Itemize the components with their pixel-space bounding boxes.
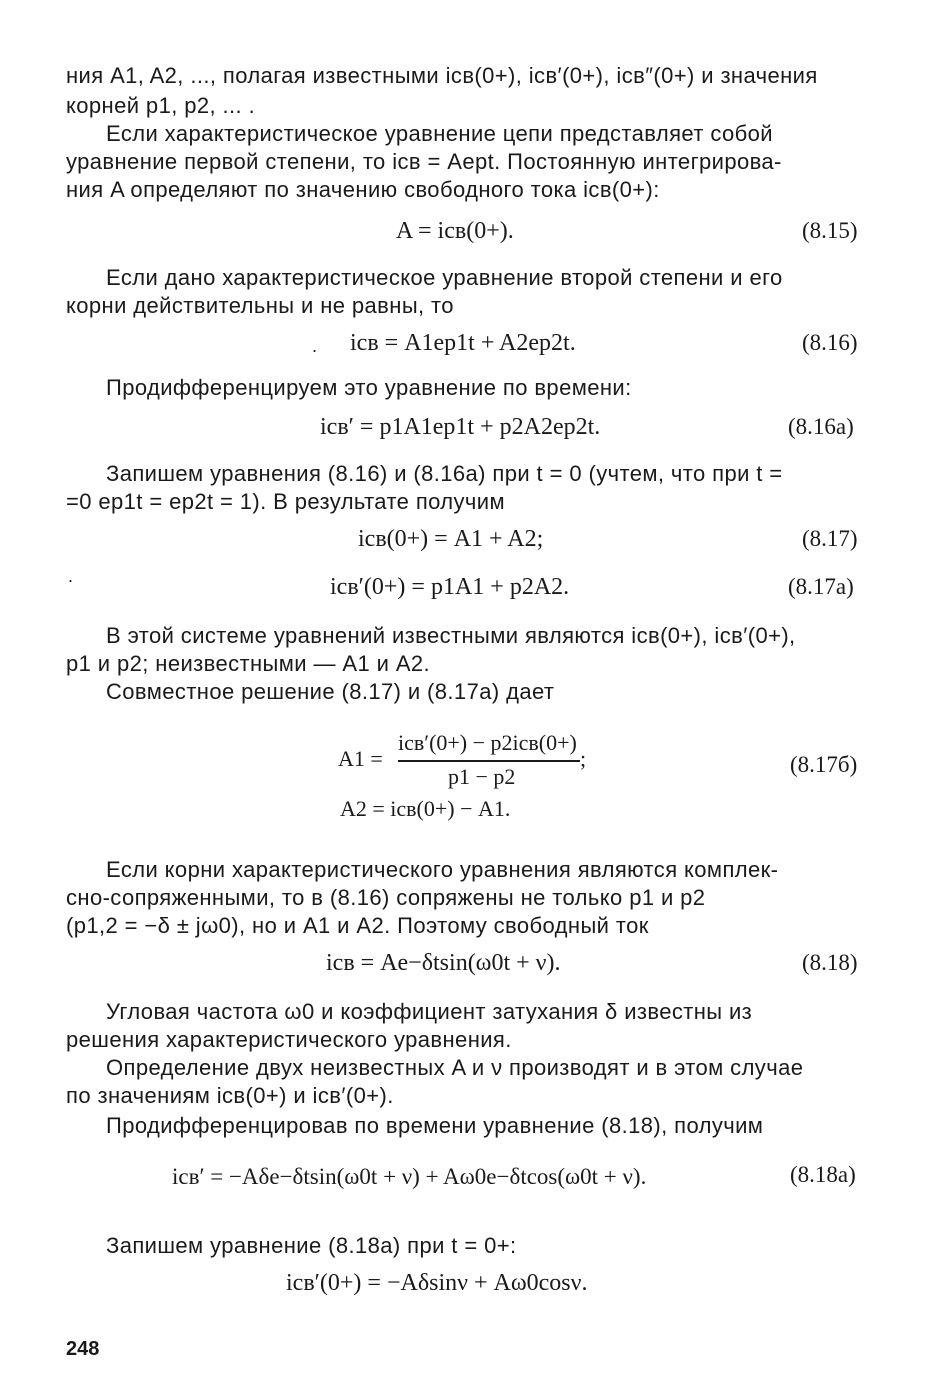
paragraph-line: Если дано характеристическое уравнение второй степени и его (106, 265, 783, 290)
paragraph-line: Если корни характеристического уравнения являются комплек- (106, 857, 779, 882)
paragraph-line: ния A определяют по значению свободного тока iсв(0+): (66, 177, 660, 202)
stray-mark: . (68, 566, 74, 586)
paragraph-line: уравнение первой степени, то iсв = Aept. Постоянную интегрирова- (66, 149, 782, 174)
equation-8-18a: iсв′ = −Aδe−δtsin(ω0t + ν) + Aω0e−δtcos(ω0t + ν). (172, 1164, 647, 1189)
equation-number: (8.17а) (788, 574, 854, 599)
paragraph-line: Запишем уравнения (8.16) и (8.16а) при t = 0 (учтем, что при t = (106, 461, 783, 486)
equation-8-17b-second: A2 = iсв(0+) − A1. (340, 796, 511, 821)
equation-8-16a: iсв′ = p1A1ep1t + p2A2ep2t. (320, 414, 601, 440)
paragraph-line: корней p1, p2, ... . (66, 93, 256, 118)
paragraph-line: Определение двух неизвестных A и ν производят и в этом случае (106, 1055, 804, 1080)
paragraph-line: (p1,2 = −δ ± jω0), но и A1 и A2. Поэтому свободный ток (66, 913, 649, 938)
equation-number: (8.16) (802, 330, 858, 355)
equation-number: (8.18а) (790, 1162, 856, 1187)
equation-number: (8.18) (802, 950, 858, 975)
paragraph-line: Продифференцируем это уравнение по времени: (106, 375, 632, 400)
paragraph-line: =0 ep1t = ep2t = 1). В результате получим (66, 489, 506, 514)
paragraph-line: В этой системе уравнений известными являются iсв(0+), iсв′(0+), (106, 623, 796, 648)
equation-8-17a: iсв′(0+) = p1A1 + p2A2. (330, 574, 570, 600)
equation-8-17b-semicolon: ; (580, 746, 587, 771)
paragraph-line: решения характеристического уравнения. (66, 1027, 512, 1052)
stray-mark: . (312, 336, 318, 356)
page-number: 248 (66, 1338, 100, 1360)
fraction-bar (398, 760, 580, 762)
equation-8-17b-denominator: p1 − p2 (448, 764, 516, 789)
paragraph-line: сно-сопряженными, то в (8.16) сопряжены не только p1 и p2 (66, 885, 706, 910)
paragraph-line: Продифференцировав по времени уравнение (8.18), получим (106, 1113, 764, 1138)
equation-number: (8.15) (802, 218, 858, 243)
equation-8-17: iсв(0+) = A1 + A2; (358, 526, 544, 552)
equation-8-18a-initial: iсв′(0+) = −Aδsinν + Aω0cosν. (286, 1270, 588, 1296)
equation-8-16: iсв = A1ep1t + A2ep2t. (350, 330, 576, 356)
paragraph-line: p1 и p2; неизвестными — A1 и A2. (66, 651, 431, 676)
equation-8-18: iсв = Ae−δtsin(ω0t + ν). (326, 950, 561, 976)
equation-number: (8.17) (802, 526, 858, 551)
equation-number: (8.17б) (790, 752, 858, 777)
equation-number: (8.16а) (788, 414, 854, 439)
paragraph-line: по значениям iсв(0+) и iсв′(0+). (66, 1083, 394, 1108)
equation-8-15: A = iсв(0+). (396, 218, 514, 244)
paragraph-line: Запишем уравнение (8.18а) при t = 0+: (106, 1233, 517, 1258)
equation-8-17b-numerator: iсв′(0+) − p2iсв(0+) (398, 730, 577, 755)
paragraph-line: корни действительны и не равны, то (66, 293, 454, 318)
paragraph-line: ния A1, A2, ..., полагая известными iсв(0+), iсв′(0+), iсв″(0+) и значения (66, 63, 818, 88)
equation-8-17b-lhs: A1 = (338, 746, 383, 771)
paragraph-line: Угловая частота ω0 и коэффициент затухания δ известны из (106, 999, 753, 1024)
paragraph-line: Если характеристическое уравнение цепи представляет собой (106, 121, 773, 146)
paragraph-line: Совместное решение (8.17) и (8.17а) дает (106, 679, 555, 704)
